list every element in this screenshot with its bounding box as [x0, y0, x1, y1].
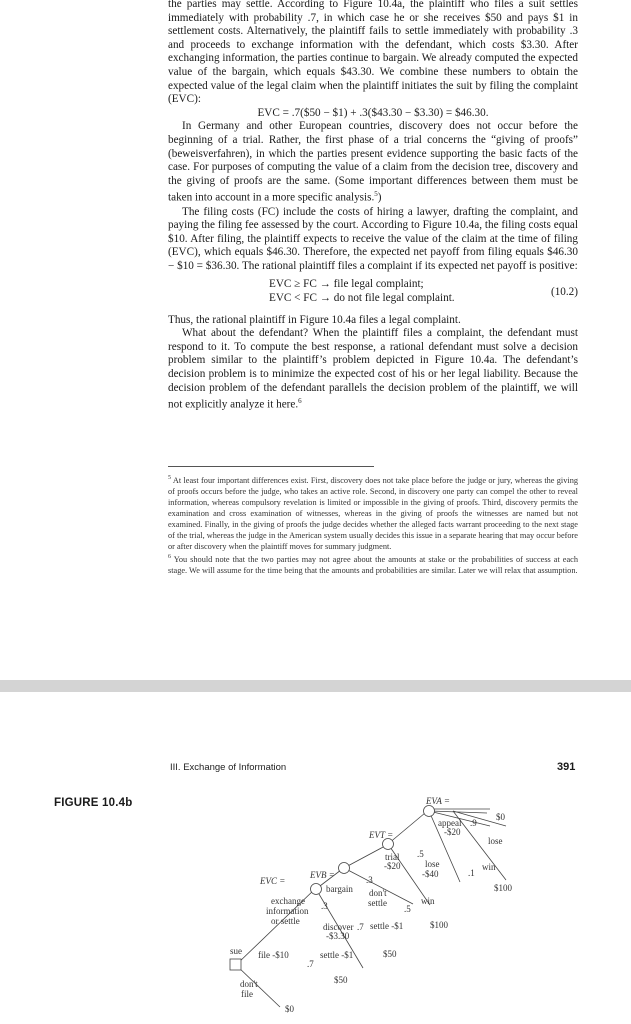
footnote-5-text: At least four important differences exist. First, discovery does not take place before the judge or jury, whereas the giving of proofs occurs before the judge, who takes an active role. Second, in discovery one party can compel the other to reveal information, whereas compulsory revelation is limited or impossible in the giving of proofs. Third, discovery permits the examination and cross examination of witnesses, whereas in the giving of proofs the witnesses are named but not examined. Finally, in the giving of proofs the judge decides whether the alleged facts warrant proceeding to the next stage of the trial, whereas the judge in the American system usually decides this issue in a separate hearing that may occur before or after discovery when the plaintiff moves for summary judgment. — [168, 475, 578, 552]
edge-trial — [388, 813, 425, 844]
label-hundred-mid: $100 — [430, 920, 448, 930]
label-fifty-mid: $50 — [383, 949, 397, 959]
paragraph-5 — [168, 327, 578, 412]
bargain-chance-node — [339, 863, 350, 874]
label-evc: EVC = — [260, 876, 286, 886]
running-head: III. Exchange of Information — [170, 762, 287, 773]
label-appeal: appeal — [438, 818, 462, 828]
equation-line-2: EVC < FC → do not file legal complaint. — [269, 291, 455, 304]
label-eva: EVA = — [426, 796, 450, 806]
label-fifty-low: $50 — [334, 975, 348, 985]
decision-tree-diagram — [0, 692, 631, 1024]
label-dont-settle-2: settle — [368, 898, 387, 908]
edge-bargain — [344, 846, 385, 868]
equation-evc: EVC = .7($50 − $1) + .3($43.30 − $3.30) = $46.30. — [257, 106, 489, 119]
label-prob-3b: .3 — [366, 875, 373, 885]
label-lose-top: lose — [488, 836, 503, 846]
trial-chance-node — [383, 839, 394, 850]
paragraph-3: The filing costs (FC) include the costs of hiring a lawyer, drafting the complaint, and paying the filing fee assessed by the court. According to Figure 10.4a, the filing costs equal $10. After filing, the plaintiff expects to receive the value of the claim at the time of filing (EVC), which equals $46.30. Therefore, the expected net payoff from filing equals $46.30 − $10 = $36.30. The rational plaintiff files a complaint if its expected net payoff is positive: — [168, 205, 578, 273]
label-lose-mid: lose — [425, 859, 440, 869]
label-trial: trial — [385, 852, 400, 862]
equation-line-1: EVC ≥ FC → file legal complaint; — [269, 277, 424, 290]
label-settle-mid: settle -$1 — [370, 921, 404, 931]
label-hundred-top: $100 — [494, 883, 512, 893]
footnote-6-text: You should note that the two parties may not agree about the amounts at stake or the probabilities of success at each stage. We will assume for the time being that the amounts and probabilities are similar. Later we will relax that assumption. — [168, 555, 578, 576]
page-separator — [0, 680, 631, 692]
figure-label: FIGURE 10.4b — [54, 797, 133, 809]
label-discover-cost: -$3.30 — [326, 931, 350, 941]
label-dont-file: don't — [240, 979, 258, 989]
label-discover: discover — [323, 922, 354, 932]
label-appeal-prob: .9 — [470, 818, 477, 828]
label-dont-file-2: file — [241, 989, 253, 999]
label-information: information — [266, 906, 309, 916]
book-page-lower — [0, 692, 631, 1024]
paragraph-5-text: What about the defendant? When the plaintiff files a complaint, the defendant must respond to it. To compute the best response, a rational defendant must solve a decision problem similar to the plaintiff’s problem depicted in Figure 10.4a. The defendant’s decision problem is to minimize the expected cost of his or her legal liability. Because the decision problem of the defendant parallels the decision problem of the plaintiff, we will not explicitly analyze it here. — [168, 327, 578, 411]
label-prob-7b: .7 — [357, 922, 364, 932]
footnote-5 — [168, 473, 578, 552]
paragraph-2 — [168, 120, 578, 205]
label-exchange: exchange — [271, 896, 305, 906]
label-evt: EVT = — [369, 830, 394, 840]
label-bargain: bargain — [326, 884, 353, 894]
footnote-6 — [168, 552, 578, 576]
label-win-top: win — [482, 862, 496, 872]
footnote-ref-5[interactable]: 5 — [374, 190, 378, 199]
footnote-6-number: 6 — [168, 554, 171, 561]
label-zero-low: $0 — [285, 1004, 294, 1014]
paragraph-1: the parties may settle. According to Figure 10.4a, the plaintiff who files a suit settles immediately with probability .7, in which case he or she receives $50 and pays $1 in settlement costs. Alternatively, the plaintiff fails to settle immediately with probability .3 and proceeds to exchange information with the defendant, which costs $3.30. After exchanging information, the parties continue to bargain. We already computed the expected value of the bargain, which equals $43.30. We combine these numbers to obtain the expected value of the legal claim when the plaintiff initiates the suit by filing the complaint (EVC): — [168, 0, 578, 106]
label-prob-5b: .5 — [404, 904, 411, 914]
label-dont-settle: don't — [369, 888, 387, 898]
label-zero-top: $0 — [496, 812, 505, 822]
label-prob-3a: .3 — [321, 901, 328, 911]
label-win-mid: win — [421, 896, 435, 906]
sue-decision-node — [230, 959, 241, 970]
appeal-chance-node — [424, 806, 435, 817]
exchange-chance-node — [311, 884, 322, 895]
paragraph-2-close: ) — [377, 192, 382, 205]
body-text — [168, 0, 578, 413]
label-lose-mid-cost: -$40 — [422, 869, 439, 879]
label-trial-cost: -$20 — [384, 861, 401, 871]
label-prob-7a: .7 — [307, 959, 314, 969]
footnote-ref-6[interactable]: 6 — [298, 397, 302, 406]
footnote-5-number: 5 — [168, 475, 171, 481]
label-sue: sue — [230, 946, 242, 956]
label-settle-low: settle -$1 — [320, 950, 354, 960]
equation-10-2 — [168, 278, 578, 308]
footnotes — [168, 473, 578, 576]
paragraph-4: Thus, the rational plaintiff in Figure 10.4a files a legal complaint. — [168, 313, 461, 326]
label-or-settle: or settle — [271, 916, 300, 926]
page-number: 391 — [557, 761, 576, 773]
label-prob-1: .1 — [468, 868, 475, 878]
equation-number: (10.2) — [550, 285, 578, 298]
label-evb: EVB = — [310, 870, 335, 880]
label-file: file -$10 — [258, 950, 289, 960]
label-prob-5a: .5 — [417, 849, 424, 859]
footnote-divider — [168, 466, 374, 467]
paragraph-2-text: In Germany and other European countries, discovery does not occur before the beginning of a trial. Rather, the first phase of a trial concerns the “giving of proofs” (beweisverfahren), in which the parties present evidence supporting the basic facts of the case. For purposes of computing the value of a claim from the decision tree, discovery and the giving of proofs are the same. (Some important differences between them must be taken into account in a more specific analysis. — [168, 120, 578, 205]
label-appeal-cost: -$20 — [444, 827, 461, 837]
